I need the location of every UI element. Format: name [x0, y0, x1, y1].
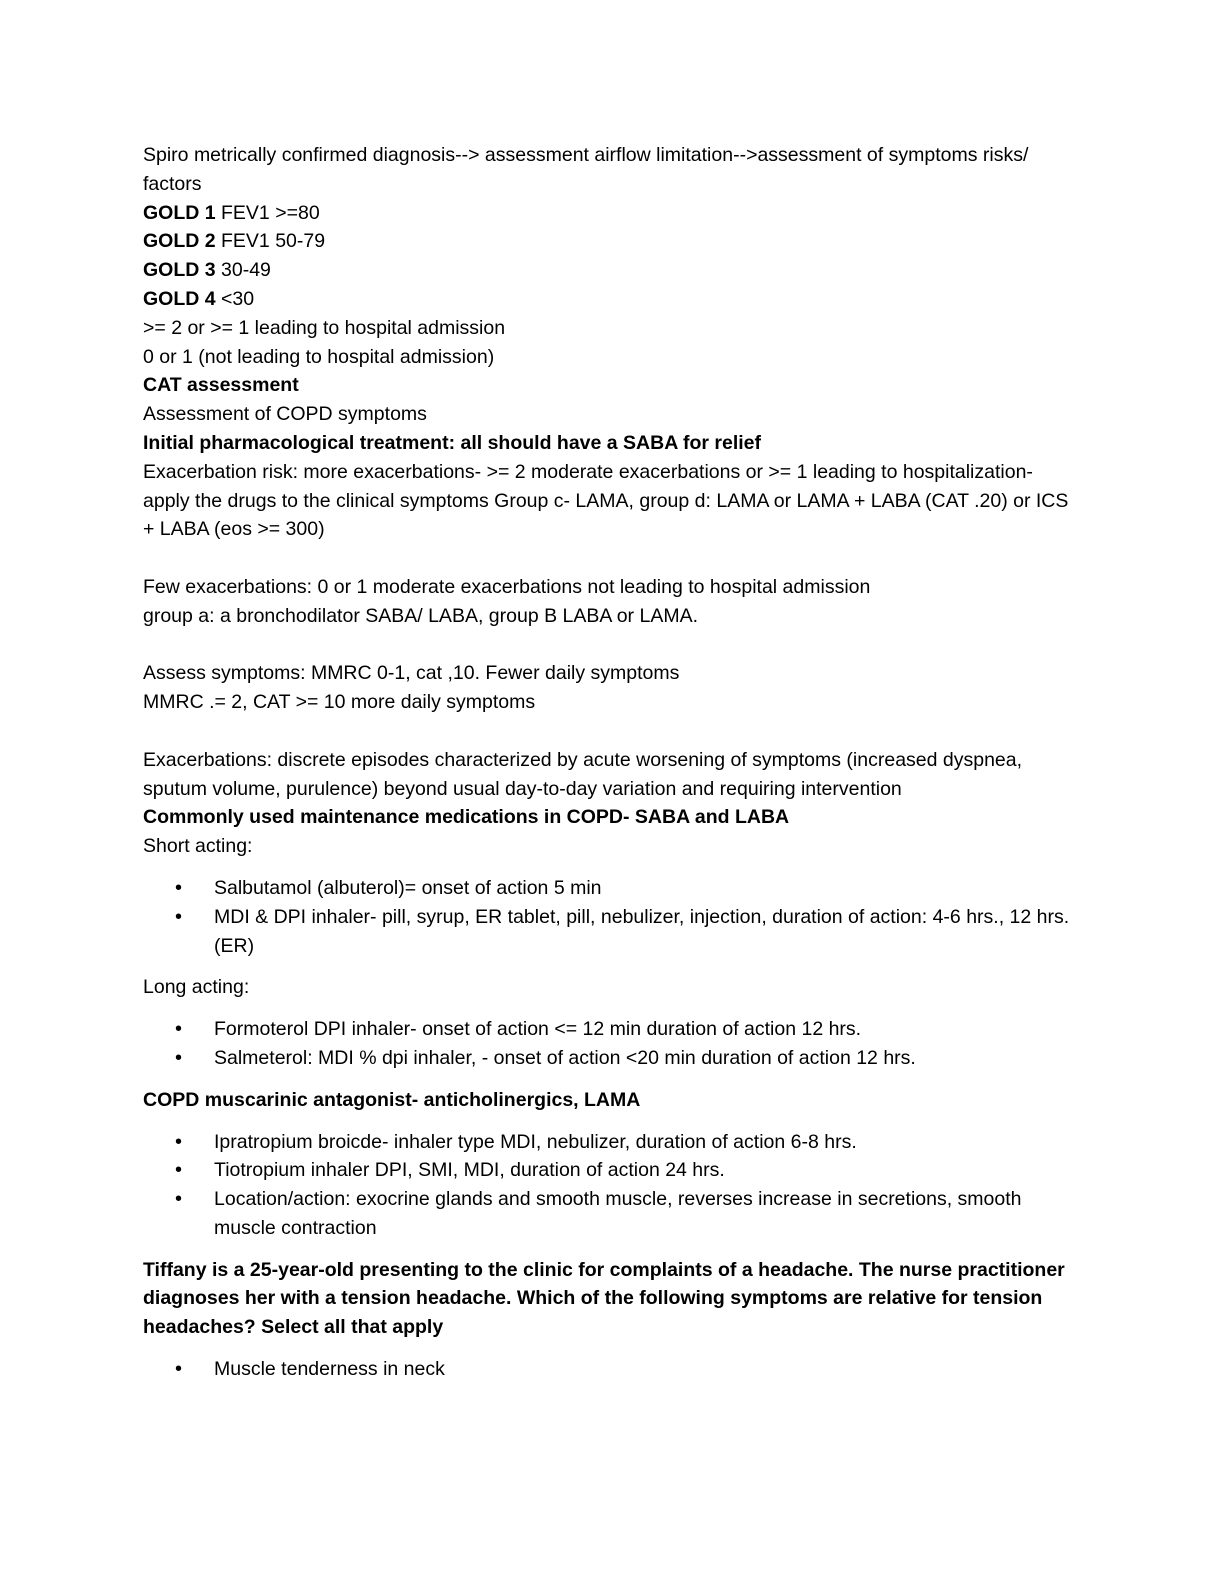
gold-1-line	[143, 199, 1078, 228]
few-exacerbations-line: Few exacerbations: 0 or 1 moderate exacerbations not leading to hospital admission	[143, 575, 871, 598]
gold-4-line	[143, 285, 1078, 314]
spacer	[143, 861, 1078, 874]
gold-3-label: GOLD 3	[143, 259, 216, 282]
question-paragraph: Tiffany is a 25-year-old presenting to the clinic for complaints of a headache. The nurse practitioner diagnoses her with a tension headache. Which of the following symptoms are relative for tension headaches? Select all that apply	[143, 1258, 1065, 1339]
intro-line: Spiro metrically confirmed diagnosis--> assessment airflow limitation-->assessment of symptoms risks/ factors	[143, 144, 1029, 195]
cat-heading: CAT assessment	[143, 374, 299, 397]
list-item: • Ipratropium broicde- inhaler type MDI, nebulizer, duration of action 6-8 hrs.	[143, 1128, 1078, 1157]
list-item: • Location/action: exocrine glands and smooth muscle, reverses increase in secretions, smooth muscle contraction	[143, 1185, 1078, 1243]
spacer	[143, 1073, 1078, 1086]
spacer	[143, 631, 1078, 660]
spacer	[143, 1115, 1078, 1128]
document-content	[143, 141, 1078, 1384]
list-item: • Formoterol DPI inhaler- onset of action <= 12 min duration of action 12 hrs.	[143, 1015, 1078, 1044]
exacerbation-risk-paragraph: Exacerbation risk: more exacerbations- >= 2 moderate exacerbations or >= 1 leading to hospitalization- apply the drugs to the clinical symptoms Group c- LAMA, group d: LAMA or LAMA + LABA (CAT .20) or ICS + LABA (eos >= 300)	[143, 460, 1069, 541]
gold-4-text: <30	[215, 287, 255, 310]
gold-4-label: GOLD 4	[143, 287, 216, 310]
list-item: • MDI & DPI inhaler- pill, syrup, ER tablet, pill, nebulizer, injection, duration of action: 4-6 hrs., 12 hrs. (ER)	[143, 903, 1078, 961]
list-item: • Tiotropium inhaler DPI, SMI, MDI, duration of action 24 hrs.	[143, 1156, 1078, 1185]
short-acting-label: Short acting:	[143, 835, 253, 858]
spacer	[143, 1342, 1078, 1355]
spacer	[143, 717, 1078, 746]
gold-3-line	[143, 256, 1078, 285]
mmrc-line: MMRC .= 2, CAT >= 10 more daily symptoms	[143, 691, 536, 714]
gold-3-text: 30-49	[215, 259, 271, 282]
gold-2-line	[143, 227, 1078, 256]
short-acting-list	[143, 874, 1078, 960]
gold-1-label: GOLD 1	[143, 201, 216, 224]
lama-heading: COPD muscarinic antagonist- anticholinergics, LAMA	[143, 1088, 641, 1111]
list-item: • Muscle tenderness in neck	[143, 1355, 1078, 1384]
assess-symptoms-line: Assess symptoms: MMRC 0-1, cat ,10. Fewer daily symptoms	[143, 662, 680, 685]
spacer	[143, 960, 1078, 973]
no-admission-line: 0 or 1 (not leading to hospital admission)	[143, 345, 495, 368]
gold-2-text: FEV1 50-79	[215, 230, 326, 253]
copd-symptoms-line: Assessment of COPD symptoms	[143, 403, 427, 426]
admission-line: >= 2 or >= 1 leading to hospital admission	[143, 316, 506, 339]
long-acting-list	[143, 1015, 1078, 1073]
group-a-line: group a: a bronchodilator SABA/ LABA, group B LABA or LAMA.	[143, 604, 698, 627]
list-item: • Salbutamol (albuterol)= onset of action 5 min	[143, 874, 1078, 903]
spacer	[143, 544, 1078, 573]
initial-treatment-heading: Initial pharmacological treatment: all should have a SABA for relief	[143, 431, 762, 454]
gold-2-label: GOLD 2	[143, 230, 216, 253]
list-item: • Salmeterol: MDI % dpi inhaler, - onset of action <20 min duration of action 12 hrs.	[143, 1044, 1078, 1073]
lama-list	[143, 1128, 1078, 1243]
spacer	[143, 1243, 1078, 1256]
exacerbations-definition: Exacerbations: discrete episodes characterized by acute worsening of symptoms (increased dyspnea, sputum volume, purulence) beyond usual day-to-day variation and requiring intervention	[143, 748, 1023, 800]
long-acting-label: Long acting:	[143, 976, 250, 999]
answer-list	[143, 1355, 1078, 1384]
spacer	[143, 1002, 1078, 1015]
gold-1-text: FEV1 >=80	[215, 201, 320, 224]
maintenance-heading: Commonly used maintenance medications in COPD- SABA and LABA	[143, 806, 790, 829]
